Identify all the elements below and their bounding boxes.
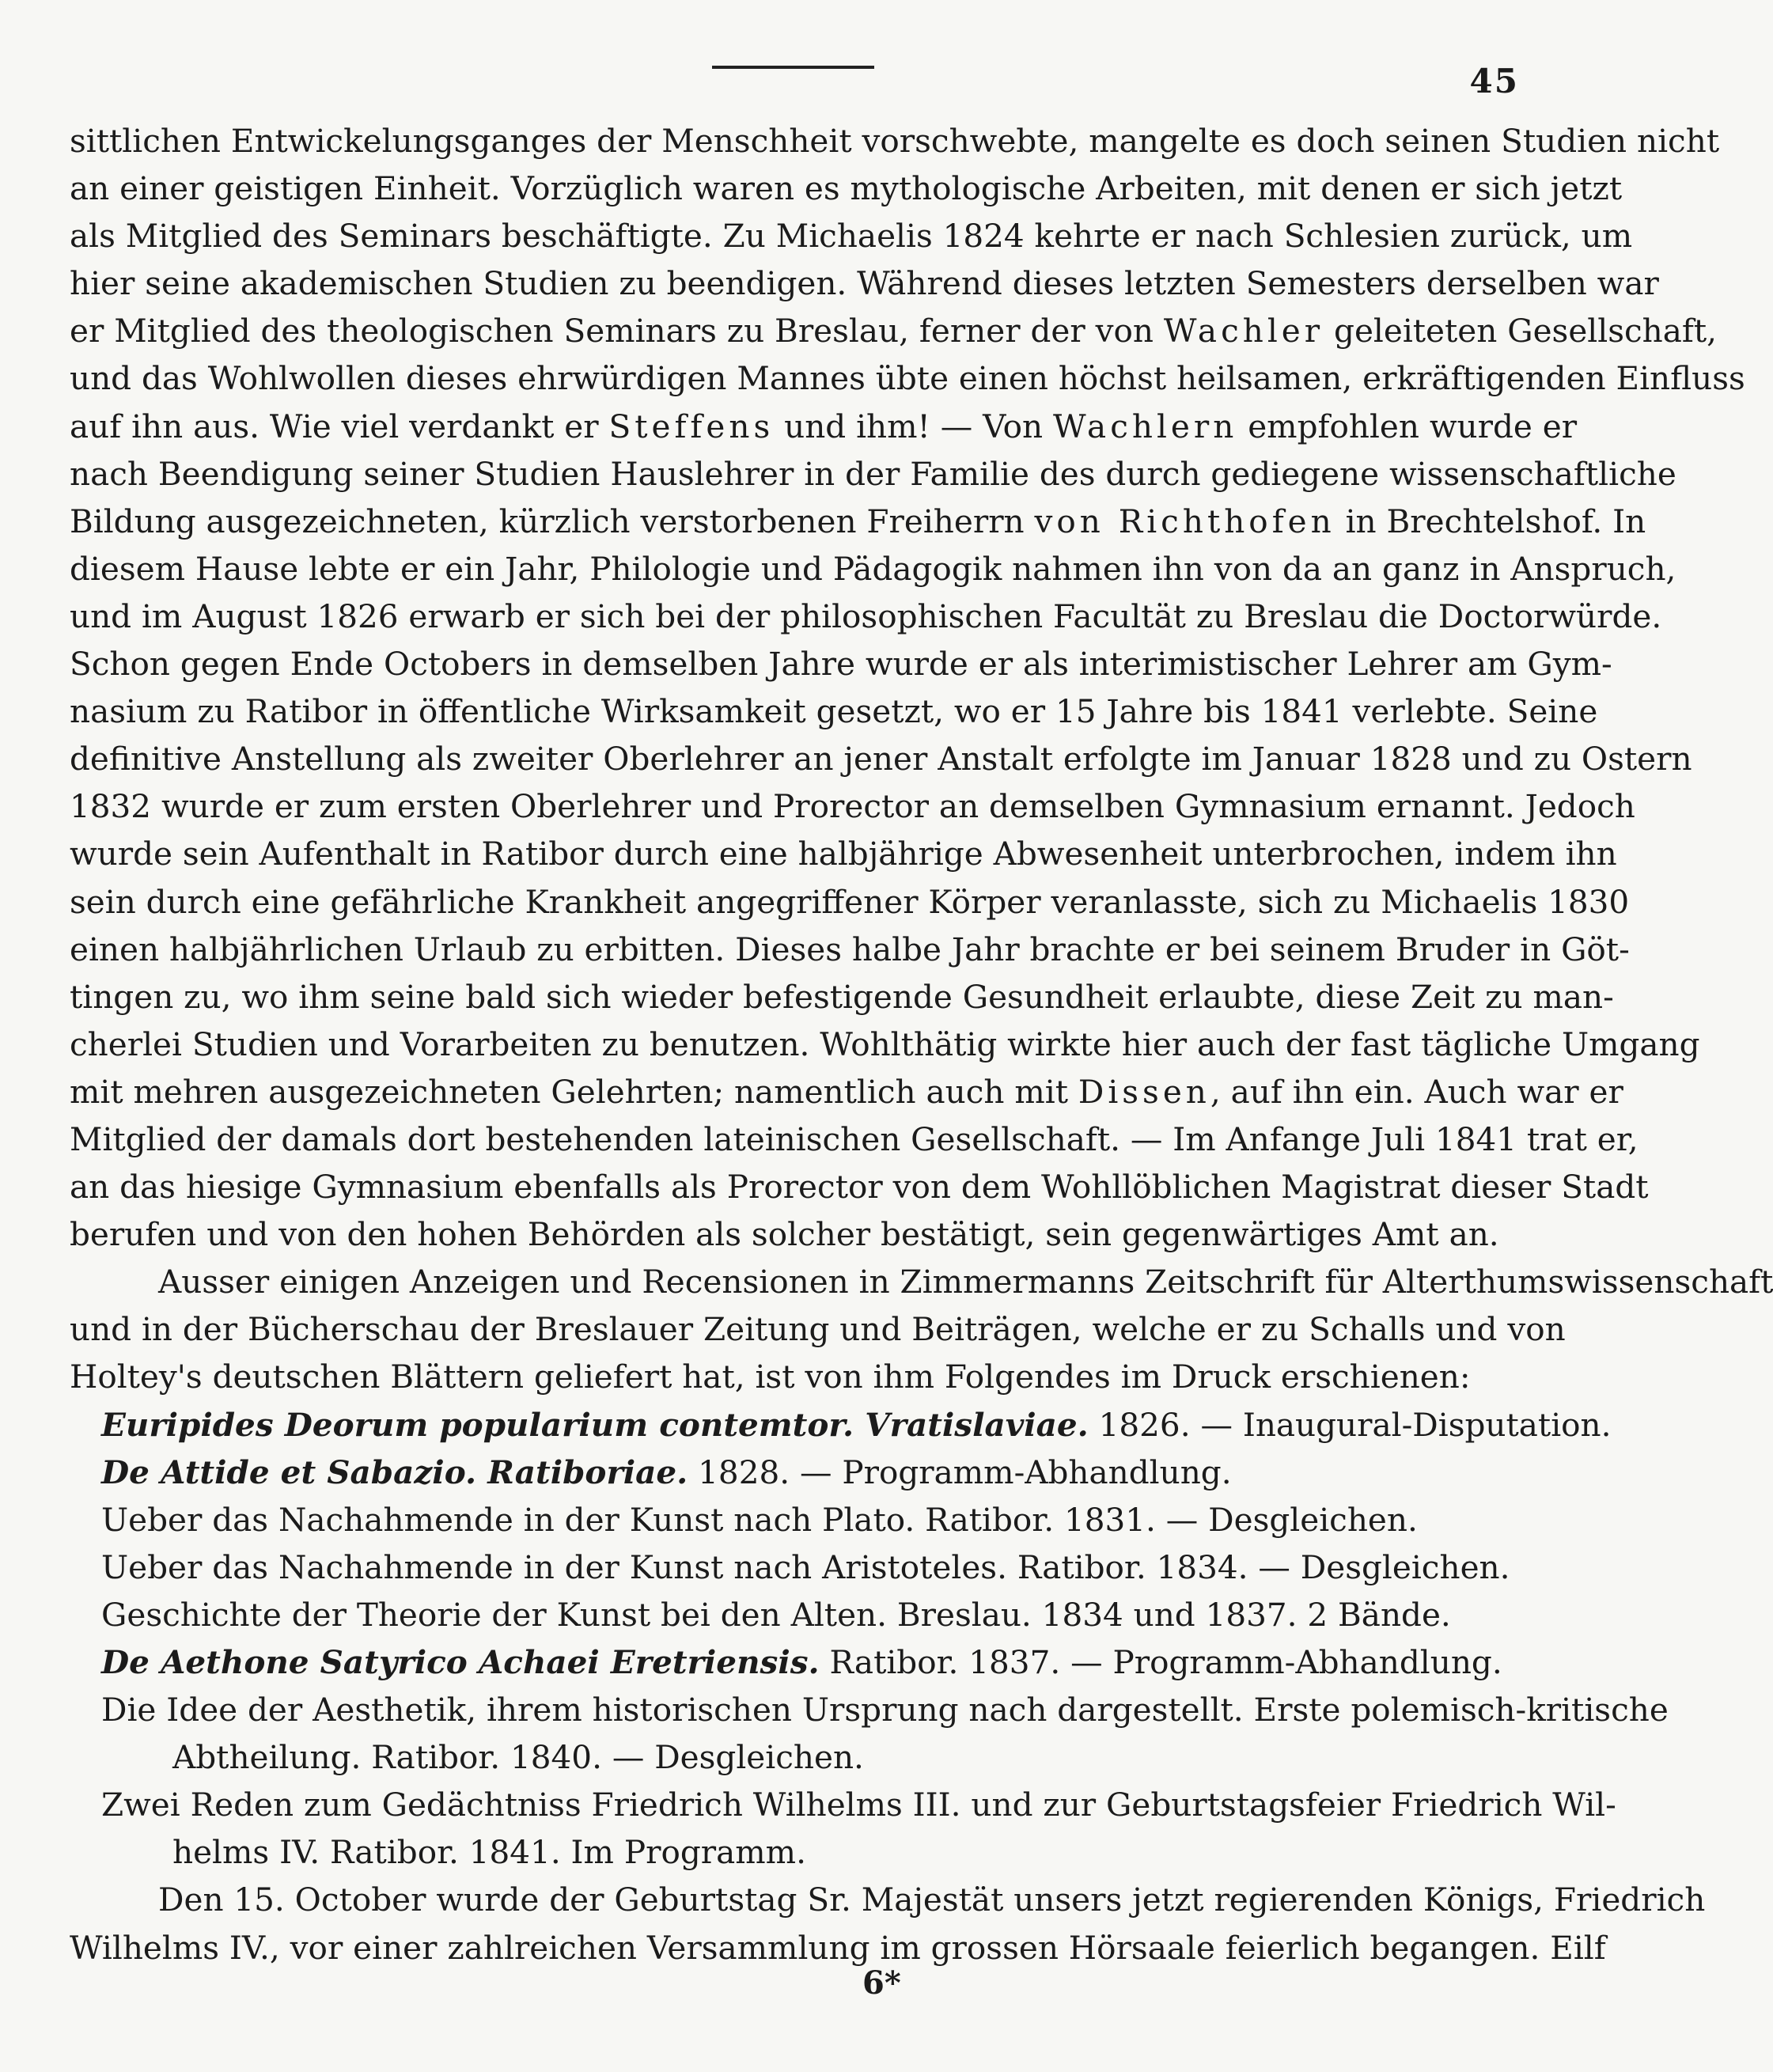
- name-steffens: Steffens: [608, 407, 775, 445]
- name-dissen: Dissen: [1078, 1072, 1210, 1111]
- work-entry: Ueber das Nachahmende in der Kunst nach Aristoteles. Ratibor. 1834. — Desgleichen.: [101, 1547, 1510, 1586]
- text-line: und im August 1826 erwarb er sich bei der philosophischen Facultät zu Breslau die Doctorwürde.: [70, 597, 1662, 635]
- text-line: hier seine akademischen Studien zu beendigen. Während dieses letzten Semesters derselben war: [70, 264, 1659, 303]
- name-wachlern: Wachlern: [1052, 407, 1238, 445]
- work-entry: Zwei Reden zum Gedächtniss Friedrich Wilhelms III. und zur Geburtstagsfeier Friedrich Wil-: [101, 1786, 1616, 1824]
- text-line: berufen und von den hohen Behörden als solcher bestätigt, sein gegenwärtiges Amt an.: [70, 1215, 1499, 1254]
- text-line: und das Wohlwollen dieses ehrwürdigen Mannes übte einen höchst heilsamen, erkräftigenden Einfluss: [70, 359, 1745, 398]
- text-line: als Mitglied des Seminars beschäftigte. Zu Michaelis 1824 kehrte er nach Schlesien zurück, um: [70, 217, 1633, 256]
- work-entry-continued: Abtheilung. Ratibor. 1840. — Desgleichen.: [172, 1738, 864, 1777]
- work-entry-continued: helms IV. Ratibor. 1841. Im Programm.: [172, 1833, 806, 1872]
- text-line: er Mitglied des theologischen Seminars zu Breslau, ferner der von Wachler geleiteten Gesellschaft,: [70, 312, 1718, 350]
- text-line: 1832 wurde er zum ersten Oberlehrer und Prorector an demselben Gymnasium ernannt. Jedoch: [70, 787, 1635, 826]
- text-line: sein durch eine gefährliche Krankheit angegriffener Körper veranlasste, sich zu Michaelis 1830: [70, 882, 1630, 921]
- page-number: 45: [1469, 62, 1519, 100]
- work-entry: Geschichte der Theorie der Kunst bei den Alten. Breslau. 1834 und 1837. 2 Bände.: [101, 1595, 1451, 1634]
- text-line: Den 15. October wurde der Geburtstag Sr. Majestät unsers jetzt regierenden Königs, Friedrich: [158, 1881, 1706, 1919]
- header-rule: [712, 66, 874, 69]
- text-line: Ausser einigen Anzeigen und Recensionen in Zimmermanns Zeitschrift für Alterthumswissenschaft: [158, 1263, 1773, 1301]
- text-line: cherlei Studien und Vorarbeiten zu benutzen. Wohlthätig wirkte hier auch der fast tägliche Umgang: [70, 1025, 1700, 1063]
- work-entry: De Aethone Satyrico Achaei Eretriensis. Ratibor. 1837. — Programm-Abhandlung.: [101, 1643, 1502, 1681]
- work-entry: Die Idee der Aesthetik, ihrem historischen Ursprung nach dargestellt. Erste polemisch-kritische: [101, 1691, 1669, 1729]
- work-entry: De Attide et Sabazio. Ratiboriae. 1828. — Programm-Abhandlung.: [101, 1453, 1232, 1491]
- text-line: Holtey's deutschen Blättern geliefert hat, ist von ihm Folgendes im Druck erschienen:: [70, 1358, 1471, 1396]
- text-line: Mitglied der damals dort bestehenden lateinischen Gesellschaft. — Im Anfange Juli 1841 trat er,: [70, 1119, 1639, 1158]
- text-line: an das hiesige Gymnasium ebenfalls als Prorector von dem Wohllöblichen Magistrat dieser Stadt: [70, 1168, 1649, 1206]
- text-line: nasium zu Ratibor in öffentliche Wirksamkeit gesetzt, wo er 15 Jahre bis 1841 verlebte. Seine: [70, 692, 1598, 731]
- text-line: sittlichen Entwickelungsganges der Menschheit vorschwebte, mangelte es doch seinen Studien nicht: [70, 122, 1720, 160]
- text-line: einen halbjährlichen Urlaub zu erbitten. Dieses halbe Jahr brachte er bei seinem Bruder in Göt-: [70, 930, 1630, 968]
- name-richthofen: von Richthofen: [1034, 502, 1335, 540]
- text-line: diesem Hause lebte er ein Jahr, Philologie und Pädagogik nahmen ihn von da an ganz in Anspruch,: [70, 549, 1676, 588]
- signature-mark: 6*: [862, 1964, 901, 2002]
- text-line: tingen zu, wo ihm seine bald sich wieder befestigende Gesundheit erlaubte, diese Zeit zu man-: [70, 977, 1614, 1016]
- page-body: [70, 117, 1773, 1972]
- text-line: wurde sein Aufenthalt in Ratibor durch eine halbjährige Abwesenheit unterbrochen, indem ihn: [70, 835, 1617, 873]
- text-line: Bildung ausgezeichneten, kürzlich verstorbenen Freiherrn von Richthofen in Brechtelshof. In: [70, 502, 1646, 540]
- text-line: mit mehren ausgezeichneten Gelehrten; namentlich auch mit Dissen, auf ihn ein. Auch war er: [70, 1072, 1623, 1111]
- name-wachler: Wachler: [1163, 312, 1324, 350]
- work-entry: Ueber das Nachahmende in der Kunst nach Plato. Ratibor. 1831. — Desgleichen.: [101, 1500, 1418, 1539]
- text-line: Wilhelms IV., vor einer zahlreichen Versammlung im grossen Hörsaale feierlich begangen. Eilf: [70, 1928, 1606, 1967]
- text-line: auf ihn aus. Wie viel verdankt er Steffens und ihm! — Von Wachlern empfohlen wurde er: [70, 407, 1578, 445]
- text-line: und in der Bücherschau der Breslauer Zeitung und Beiträgen, welche er zu Schalls und von: [70, 1310, 1566, 1349]
- text-line: definitive Anstellung als zweiter Oberlehrer an jener Anstalt erfolgte im Januar 1828 und zu Ostern: [70, 740, 1692, 778]
- text-line: an einer geistigen Einheit. Vorzüglich waren es mythologische Arbeiten, mit denen er sich jetzt: [70, 169, 1623, 208]
- text-line: nach Beendigung seiner Studien Hauslehrer in der Familie des durch gediegene wissenschaftliche: [70, 454, 1676, 493]
- work-entry: Euripides Deorum popularium contemtor. Vratislaviae. 1826. — Inaugural-Disputation.: [101, 1405, 1612, 1444]
- text-line: Schon gegen Ende Octobers in demselben Jahre wurde er als interimistischer Lehrer am Gym-: [70, 645, 1612, 684]
